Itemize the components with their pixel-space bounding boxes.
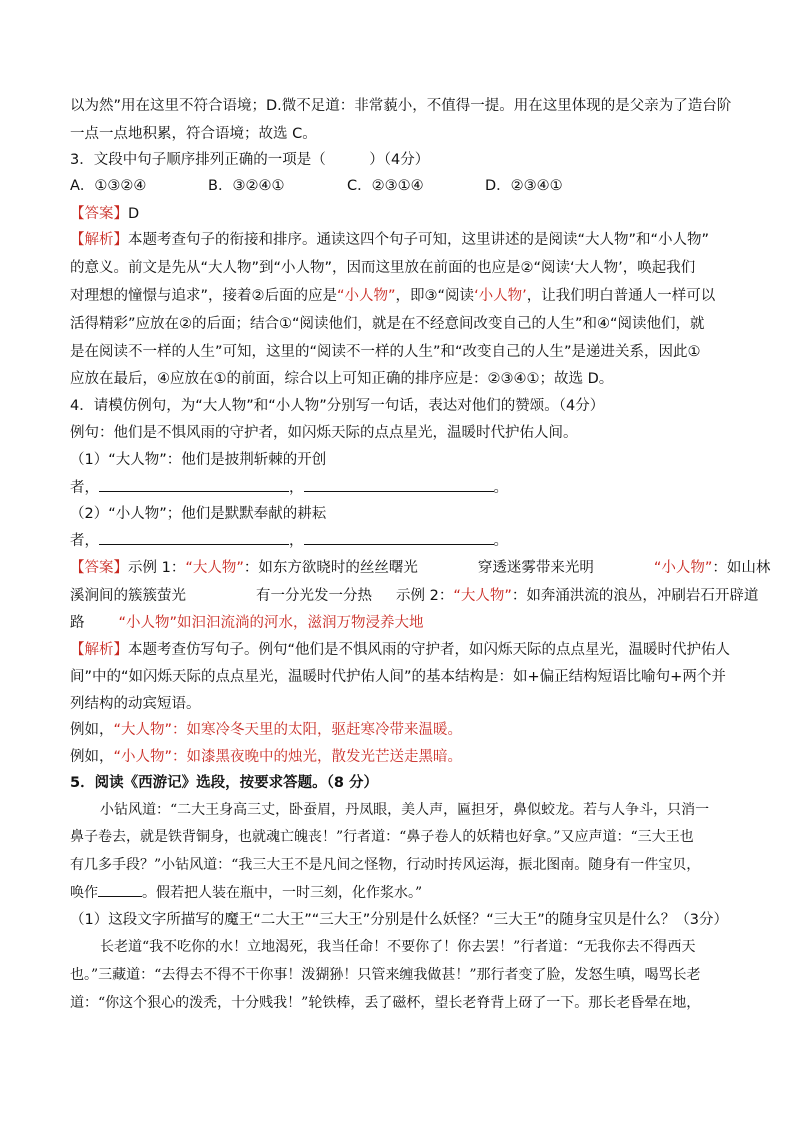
text-line: 以为然”用在这里不符合语境；D.微不足道：非常藐小，不值得一提。用在这里体现的是父亲为了造台阶	[70, 98, 732, 114]
passage-line: 有几多手段？”小钻风道：“我三大王不是凡间之怪物，行动时抟风运海，振北图南。随身有一件宝贝，	[70, 857, 701, 873]
analysis-3-line	[70, 286, 715, 306]
passage-line: 鼻子卷去，就是铁背铜身，也就魂亡魄丧！”行者道：“鼻子卷人的妖精也好拿。”又应声道：“三大王也	[70, 829, 694, 845]
question-4-example: 例句：他们是不惧风雨的守护者，如闪烁天际的点点星光，温暖时代护佑人间。	[70, 425, 578, 441]
answer-blank[interactable]	[99, 530, 289, 545]
example-prefix: 例如，	[70, 749, 114, 765]
example-prefix: 例如，	[70, 722, 114, 738]
analysis-text: 本题考查句子的衔接和排序。通读这四个句子可知，这里讲述的是阅读“大人物”和“小人物”	[128, 232, 710, 248]
answer-value: D	[128, 206, 140, 222]
blank-end: 。	[493, 533, 508, 549]
fill-blank[interactable]	[98, 882, 142, 897]
example-line	[70, 720, 462, 740]
answer-highlight: “小人物”如汩汩流淌的河水，滋润万物浸养大地	[118, 615, 424, 631]
blank-separator: ，	[289, 480, 304, 496]
blank-end: 。	[493, 480, 508, 496]
example-text: “小人物”：如漆黑夜晚中的烛光，散发光芒送走黑暗。	[113, 749, 463, 765]
analysis-tag: 【解析】	[70, 232, 128, 248]
answer-text: ：如山林	[712, 560, 771, 576]
answer-text: ：如东方欲晓时的丝丝曙光	[243, 560, 418, 576]
option-d: D．②③④①	[485, 178, 563, 194]
passage-text: 。假若把人装在瓶中，一时三刻，化作浆水。”	[142, 885, 423, 901]
question-5: 5．阅读《西游记》选段，按要求答题。（8 分）	[70, 775, 378, 791]
answer-blank[interactable]	[304, 477, 494, 492]
analysis-4-line: 列结构的动宾短语。	[70, 696, 201, 712]
passage-line: 长老道“我不吃你的水！立地渴死，我当任命！不要你了！你去罢！”行者道：“无我你去不得西天	[100, 939, 696, 955]
blank-separator: ，	[289, 533, 304, 549]
answer-highlight: “小人物”	[653, 560, 713, 576]
analysis-4-line	[70, 640, 730, 660]
answer-3	[70, 204, 139, 224]
analysis-3-line	[70, 230, 709, 250]
analysis-text: 本题考查仿写句子。例句“他们是不惧风雨的守护者，如闪烁天际的点点星光，温暖时代护佑人	[128, 642, 731, 658]
analysis-3-line: 应放在最后，④应放在①的前面，综合以上可知正确的排序应是：②③④①；故选 D。	[70, 371, 614, 387]
analysis-3-line: 是在阅读不一样的人生”可知，这里的“阅读不一样的人生”和“改变自己的人生”是递进关系，因此①	[70, 344, 701, 360]
question-4: 4．请模仿例句，为“大人物”和“小人物”分别写一句话，表达对他们的赞颂。（4分）	[70, 398, 605, 414]
answer-text: 路	[70, 615, 85, 631]
question-4-part-1: （1）“大人物”：他们是披荆斩棘的开创	[70, 452, 327, 468]
analysis-3-line: 的意义。前文是先从“大人物”到“小人物”，因而这里放在前面的也应是②“阅读‘大人物’，唤起我们	[70, 260, 696, 276]
passage-line: 也。”三藏道：“去得去不得不干你事！泼猢狲！只管来缠我做甚！”那行者变了脸，发怒生嗔，喝骂长老	[70, 967, 701, 983]
analysis-text: ，让我们明白普通人一样可以	[526, 288, 716, 304]
passage-line	[70, 882, 422, 903]
blank-prefix: 者，	[70, 480, 99, 496]
answer-text: ：如奔涌洪流的浪丛，冲刷岩石开辟道	[511, 588, 759, 604]
option-c: C．②③①④	[347, 178, 424, 194]
passage-line: 小钻风道：“二大王身高三丈，卧蚕眉，丹凤眼，美人声，匾担牙，鼻似蛟龙。若与人争斗，只消一	[100, 802, 710, 818]
blank-prefix: 者，	[70, 533, 99, 549]
analysis-text: 对理想的憧憬与追求”，接着②后面的应是	[70, 288, 338, 304]
analysis-highlight: “小人物”	[337, 288, 396, 304]
answer-tag: 【答案】	[70, 206, 128, 222]
question-3: 3．文段中句子顺序排列正确的一项是（ ）（4分）	[70, 152, 430, 168]
analysis-tag: 【解析】	[70, 642, 128, 658]
answer-text: 穿透迷雾带来光明	[477, 560, 594, 576]
passage-line: 道：“你这个狠心的泼秃，十分贱我！”轮铁棒，丢了磁杯，望长老脊背上砑了一下。那长老昏晕在地，	[70, 995, 701, 1011]
text-line: 一点一点地积累，符合语境；故选 C。	[70, 126, 317, 142]
answer-text: 溪涧间的簇簇萤光	[70, 588, 186, 604]
example-text: “大人物”：如寒冷冬天里的太阳，驱赶寒冷带来温暖。	[113, 722, 463, 738]
question-5-part-1: （1）这段文字所描写的魔王“二大王”“三大王”分别是什么妖怪？“三大王”的随身宝贝是什么？（3分）	[70, 912, 729, 928]
answer-4-line	[70, 558, 770, 578]
answer-blank[interactable]	[304, 530, 494, 545]
answer-4-line	[70, 613, 424, 633]
option-b: B．③②④①	[208, 178, 285, 194]
analysis-text: ，即③“阅读	[395, 288, 475, 304]
analysis-4-line: 间”中的“如闪烁天际的点点星光，温暖时代护佑人间”的基本结构是：如+偏正结构短语比喻句+两个并	[70, 669, 726, 685]
answer-tag: 【答案】	[70, 560, 128, 576]
answer-blank-line-2	[70, 530, 508, 551]
option-a: A．①③②④	[70, 178, 147, 194]
analysis-3-line: 活得精彩”应放在②的后面；结合①“阅读他们，就是在不经意间改变自己的人生”和④“阅读他们，就	[70, 316, 705, 332]
answer-text: 有一分光发一分热	[256, 588, 372, 604]
question-4-part-2: （2）“小人物”；他们是默默奉献的耕耘	[70, 506, 327, 522]
answer-highlight: “大人物”	[185, 560, 244, 576]
analysis-highlight: ‘小人物’	[474, 288, 527, 304]
answer-4-line	[70, 586, 758, 606]
example-label: 示例 2：	[396, 588, 454, 604]
passage-text: 唤作	[70, 885, 98, 901]
example-label: 示例 1：	[128, 560, 186, 576]
answer-blank[interactable]	[99, 477, 289, 492]
example-line	[70, 747, 462, 767]
answer-highlight: “大人物”	[453, 588, 512, 604]
question-3-options	[70, 176, 563, 196]
answer-blank-line-1	[70, 477, 508, 498]
